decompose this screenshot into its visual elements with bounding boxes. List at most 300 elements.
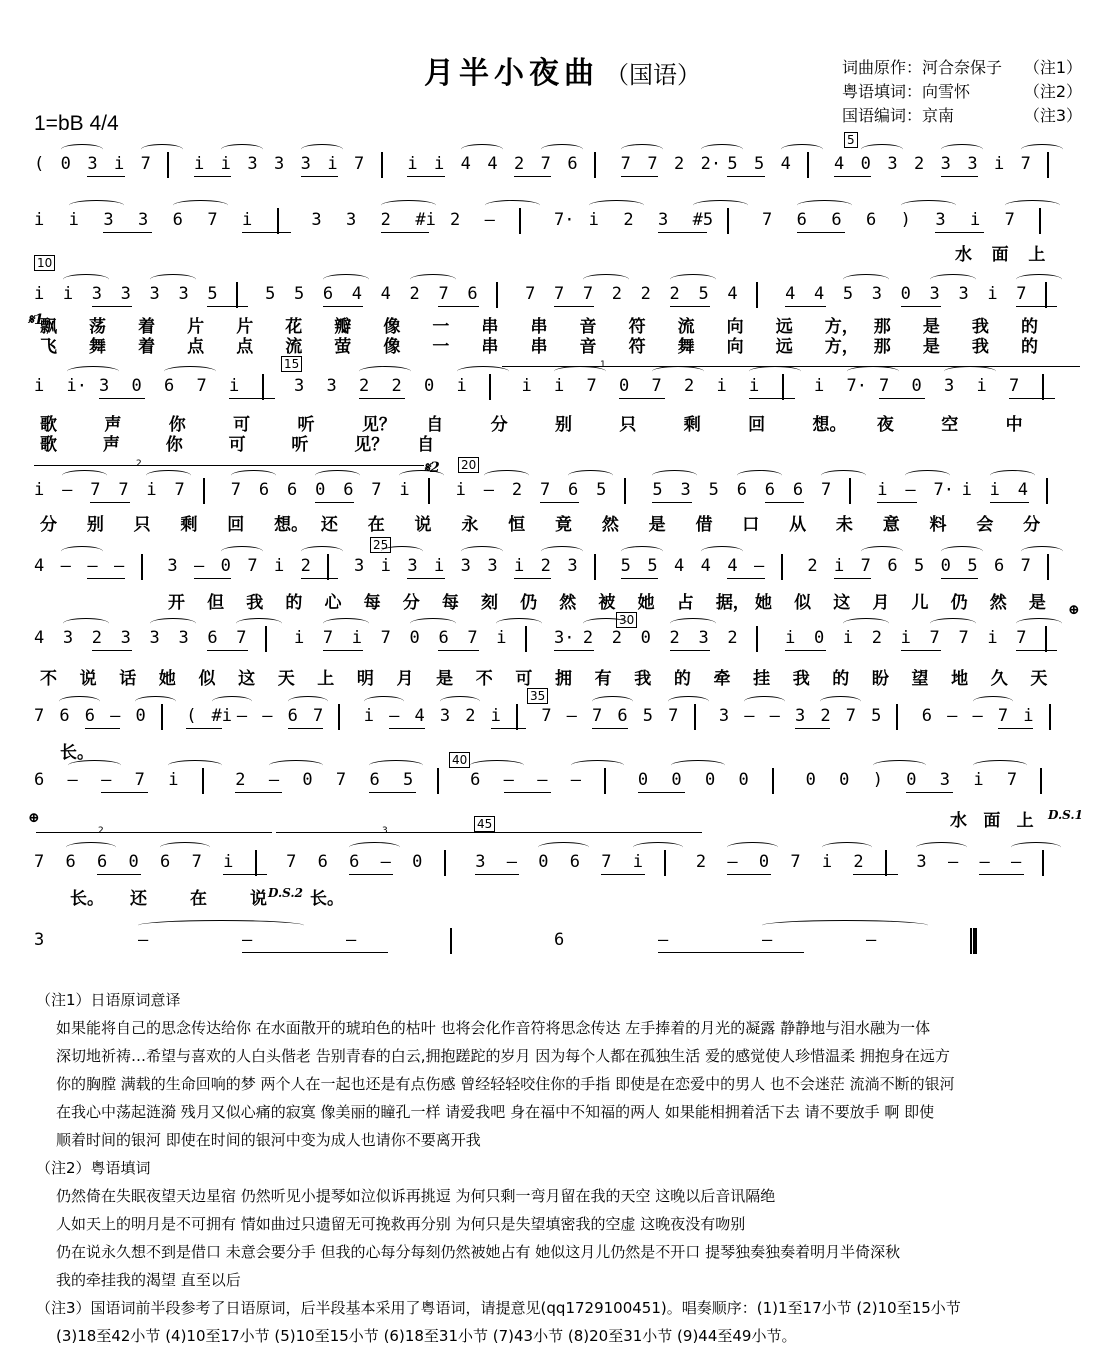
note: i [554, 376, 565, 396]
beam [323, 650, 363, 651]
note: i [229, 376, 240, 396]
note: 6 [617, 706, 628, 726]
beam [323, 306, 363, 307]
lyric-syllable: 一 [432, 317, 450, 337]
lyric-syllable: 片 [187, 317, 205, 337]
note: 3 [167, 556, 178, 576]
note: ( [186, 706, 197, 726]
beam [727, 874, 771, 875]
note: 7 [790, 852, 801, 872]
slur [150, 274, 196, 285]
beam [638, 792, 685, 793]
beam [670, 306, 710, 307]
note: i [456, 376, 467, 396]
final-bar-line [970, 928, 977, 954]
note: – [979, 852, 990, 872]
note: 0 [805, 770, 816, 790]
note: 6 [287, 706, 298, 726]
note: 7 [196, 376, 207, 396]
slur [135, 696, 176, 707]
note: 7 [313, 706, 324, 726]
lyric-syllable: 会 [976, 515, 994, 535]
lyric-syllable: 剩 [683, 415, 701, 435]
slur [63, 618, 109, 629]
note: – [503, 770, 514, 790]
note: i [1023, 706, 1034, 726]
footnote-line: 仍然倚在失眠夜望天边星宿 仍然听见小提琴如泣似诉再挑逗 为何只剩一弯月留在我的天空 这晚以后音讯隔绝 [56, 1187, 776, 1205]
beam [389, 728, 425, 729]
note: 6 [258, 480, 270, 500]
lyric-syllable: 舞 [677, 337, 695, 357]
note: i [407, 154, 418, 174]
note: 4 [674, 556, 685, 576]
volta-number: 3 [382, 826, 388, 836]
measure-number: 20 [458, 457, 479, 473]
note: 2 [611, 628, 623, 648]
beam [1009, 398, 1055, 399]
slur [538, 842, 588, 853]
lyric-syllable: 歌 [40, 415, 57, 435]
lyric-syllable: 剩 [180, 515, 198, 535]
beam [369, 792, 416, 793]
bar-line [594, 554, 596, 580]
slur [930, 274, 976, 285]
beam [407, 578, 444, 579]
note: 3 [103, 210, 114, 230]
slur [1016, 618, 1062, 629]
slur [496, 618, 542, 629]
note: 5 [754, 154, 765, 174]
lyric-syllable: 有 [594, 669, 612, 689]
note: 7 [879, 376, 890, 396]
lyric-syllable: 话 [119, 669, 137, 689]
beam [491, 728, 527, 729]
bar-line [516, 704, 518, 730]
lyric-syllable: 每 [363, 593, 381, 613]
bar-line [203, 478, 205, 504]
bar-line [1046, 478, 1048, 504]
bar-line [1042, 374, 1044, 400]
note: 5 [914, 556, 925, 576]
beam [87, 176, 124, 177]
beam [92, 650, 132, 651]
lyric-syllable: 分 [490, 415, 508, 435]
bar-line [450, 928, 452, 954]
note: 3 [91, 284, 103, 304]
note: 7· [933, 480, 954, 500]
slur [843, 274, 889, 285]
note: – [268, 770, 280, 790]
title-block [424, 48, 701, 92]
footnote-2-title: （注2）粤语填词 [36, 1159, 151, 1177]
beam [834, 176, 871, 177]
lyric-syllable: 见？ [361, 415, 396, 435]
lyric-syllable: 水 [955, 245, 972, 265]
slur [410, 274, 456, 285]
note: 3 [34, 930, 45, 950]
bar-line [262, 374, 264, 400]
note: i [434, 154, 445, 174]
bar-line [496, 282, 498, 308]
note: i [68, 210, 79, 230]
volta-number: 1 [600, 360, 606, 370]
lyric-syllable: 的 [673, 669, 691, 689]
slur [349, 842, 399, 853]
lyric-syllable: 流 [677, 317, 695, 337]
note: 2 [684, 376, 695, 396]
lyric-syllable: 片 [236, 317, 254, 337]
note: 3 [487, 556, 498, 576]
note: 6 [994, 556, 1005, 576]
note: 6 [97, 852, 108, 872]
note: – [380, 852, 391, 872]
note: 3 [274, 154, 285, 174]
note: i [363, 706, 374, 726]
lyric-syllable: 口 [742, 515, 760, 535]
note: – [866, 930, 877, 950]
bar-line [255, 850, 257, 876]
beam [475, 874, 519, 875]
lyric-syllable: 面 [991, 245, 1009, 265]
note: i [399, 480, 410, 500]
lyric-syllable: 仍 [520, 593, 538, 613]
lyric-row [0, 588, 1055, 612]
slur [67, 366, 119, 377]
note: 3 [120, 284, 131, 304]
measure-number: 45 [474, 816, 495, 832]
note: i [961, 480, 972, 500]
note: 7 [601, 852, 612, 872]
note: – [972, 706, 983, 726]
note: 7 [1016, 284, 1027, 304]
staff-row [30, 474, 1085, 508]
note: 5 [698, 284, 709, 304]
note: 7 [821, 480, 832, 500]
lyric-syllable: 占 [676, 593, 694, 613]
bar-line [1045, 282, 1047, 308]
note: – [769, 706, 780, 726]
note: – [947, 706, 958, 726]
slur [749, 366, 801, 377]
note: 0 [640, 628, 651, 648]
footnote-line: 仍在说永久想不到是借口 未意会要分手 但我的心每分每刻仍然被她占有 她似这月儿仍然是不开口 提琴独奏独奏着明月半倚深秋 [56, 1243, 901, 1261]
note: 2 [695, 852, 707, 872]
lyric-syllable: 的 [285, 593, 303, 613]
note: 4 [834, 154, 845, 174]
bar-line [338, 704, 340, 730]
note: i [632, 852, 644, 872]
note: 2 [391, 376, 402, 396]
lyric-syllable: 上 [317, 669, 335, 689]
footnotes [36, 986, 1076, 1350]
lyric-syllable: 还 [130, 889, 147, 909]
note: i [514, 556, 525, 576]
slur [164, 366, 216, 377]
note: 7 [1004, 210, 1015, 230]
beam [621, 578, 658, 579]
lyric-syllable: 长。 [310, 889, 344, 909]
segno-2-mark: 𝄋2 [424, 460, 440, 476]
note: 2 [91, 628, 103, 648]
note: – [114, 556, 125, 576]
volta-bracket [276, 832, 702, 833]
note: #i [415, 210, 436, 230]
slur [670, 618, 716, 629]
note: 0 [814, 628, 825, 648]
measure-number: 5 [844, 132, 858, 148]
beam [795, 728, 831, 729]
note: 7 [668, 706, 679, 726]
measure-number: 40 [449, 752, 470, 768]
bar-line [624, 478, 626, 504]
beam [658, 952, 804, 953]
staff-row [30, 204, 1085, 238]
note: 6 [286, 480, 298, 500]
lyric-syllable: 长。 [60, 743, 94, 763]
note: i [220, 154, 231, 174]
note: 7· [846, 376, 867, 396]
note: 5 [871, 706, 882, 726]
lyric-syllable: 串 [481, 317, 499, 337]
note: 3 [99, 376, 110, 396]
beam [727, 578, 764, 579]
note: 3 [300, 154, 311, 174]
note: 6 [343, 480, 354, 500]
lyric-syllable: 点 [187, 337, 205, 357]
volta-bracket [36, 832, 272, 833]
lyric-syllable: 那 [873, 317, 891, 337]
bar-line [327, 554, 329, 580]
note: 0 [131, 376, 142, 396]
slur [727, 842, 777, 853]
note: i [877, 480, 888, 500]
lyric-syllable: 回 [227, 515, 245, 535]
beam [785, 650, 825, 651]
beam [797, 232, 846, 233]
note: 6 [322, 284, 334, 304]
note: 6 [369, 770, 380, 790]
beam [186, 728, 222, 729]
note: 6 [349, 852, 360, 872]
lyric-syllable: 声 [104, 415, 122, 435]
note: 5 [403, 770, 414, 790]
beam [301, 176, 338, 177]
note: 7 [525, 284, 536, 304]
beam [853, 874, 897, 875]
lyric-syllable: 明 [356, 669, 374, 689]
note: 5 [727, 154, 738, 174]
note: 6 [470, 770, 481, 790]
slur [1021, 546, 1064, 557]
note: 0 [860, 154, 871, 174]
slur [670, 274, 716, 285]
note: 0 [424, 376, 435, 396]
note: – [744, 706, 755, 726]
note: 3· [554, 628, 575, 648]
lyric-syllable: 向 [726, 317, 744, 337]
note: i [34, 376, 45, 396]
note: 7 [90, 480, 101, 500]
footnote-line: 深切地祈祷…希望与喜欢的人白头偕老 告别青春的白云,拥抱蹉跎的岁月 因为每个人都在孤独生活 爱的感觉使人珍惜温柔 拥抱身在远方 [56, 1047, 950, 1065]
note: i [351, 628, 363, 648]
note: 0 [412, 852, 423, 872]
lyric-syllable: 拥 [555, 669, 572, 689]
lyric-syllable: 那 [873, 337, 891, 357]
note: 3 [698, 628, 709, 648]
note: 6 [921, 706, 933, 726]
note: i [976, 376, 987, 396]
note: 5 [708, 480, 719, 500]
lyric-syllable: 串 [481, 337, 499, 357]
measure-number: 25 [370, 537, 391, 553]
note: ) [872, 770, 883, 790]
lyric-syllable: 被 [598, 593, 616, 613]
note: 3 [794, 706, 806, 726]
slur [138, 920, 304, 931]
beam [879, 398, 925, 399]
lyric-syllable: 在 [190, 889, 207, 909]
note: 7 [592, 706, 603, 726]
song-title: 月半小夜曲 [424, 56, 599, 91]
lyric-syllable: 月 [872, 593, 890, 613]
note: 3 [916, 852, 927, 872]
slur [916, 842, 966, 853]
slur [457, 366, 509, 377]
beam [359, 398, 405, 399]
beam [92, 306, 132, 307]
lyric-syllable: 还 [320, 515, 338, 535]
key-signature: 1=bB 4/4 [34, 112, 119, 135]
note: 6 [164, 376, 175, 396]
lyric-syllable: 只 [619, 415, 637, 435]
lyric-syllable: 竟 [555, 515, 572, 535]
ds1-mark: D.S.1 [1048, 808, 1083, 822]
note: 4 [414, 706, 425, 726]
slur [236, 618, 282, 629]
note: 2 [514, 154, 525, 174]
slur [1021, 144, 1064, 155]
bar-line [694, 704, 696, 730]
staff-row [30, 148, 1085, 182]
note: 6 [887, 556, 898, 576]
slur [821, 470, 866, 481]
note: ( [34, 154, 45, 174]
note: 5 [596, 480, 607, 500]
lyric-syllable: 我 [246, 593, 264, 613]
note: – [67, 770, 78, 790]
bar-line [489, 374, 491, 400]
note: i [274, 556, 285, 576]
slur [1005, 200, 1060, 211]
staff-row [30, 764, 1085, 798]
lyric-syllable: 似 [794, 593, 812, 613]
staff-row [30, 700, 1085, 734]
beam [97, 874, 141, 875]
note: 6 [34, 770, 45, 790]
beam [592, 728, 628, 729]
beam [207, 650, 247, 651]
note: i [146, 480, 157, 500]
note: – [194, 556, 205, 576]
lyric-syllable: 回 [748, 415, 766, 435]
note: – [236, 706, 248, 726]
lyric-syllable: 是 [922, 337, 940, 357]
staff-row [30, 370, 1085, 404]
volta-bracket [34, 465, 424, 466]
staff-row [30, 622, 1085, 656]
credit-cantonese-lyricist: 粤语填词：向雪怀 （注2） [842, 82, 1082, 101]
note: i [496, 628, 507, 648]
slur [847, 366, 899, 377]
note: 2 [914, 154, 925, 174]
note: i [455, 480, 466, 500]
note: 5 [620, 556, 631, 576]
credit-composer: 词曲原作：河合奈保子 （注1） [842, 58, 1082, 77]
lyric-syllable: 仍 [950, 593, 968, 613]
note: – [537, 770, 548, 790]
note: 7 [191, 852, 202, 872]
note: 2 [871, 628, 883, 648]
footnote-1-title: （注1）日语原词意译 [36, 991, 181, 1009]
note: 7 [467, 628, 478, 648]
beam [621, 176, 658, 177]
beam [652, 502, 691, 503]
slur [901, 200, 956, 211]
beam [877, 502, 916, 503]
beam [504, 792, 551, 793]
note: 2 [853, 852, 864, 872]
lyric-syllable: 心 [324, 593, 342, 613]
note: 2 [465, 706, 476, 726]
note: 2 [235, 770, 246, 790]
beam [670, 650, 710, 651]
bar-line [525, 626, 527, 652]
beam [1016, 306, 1056, 307]
beam [242, 232, 291, 233]
note: 3 [940, 154, 951, 174]
note: 2 [380, 210, 391, 230]
note: #i [211, 706, 233, 726]
note: 6 [567, 154, 578, 174]
beam [514, 176, 551, 177]
lyric-syllable: 是 [1028, 593, 1046, 613]
lyric-syllable: 你 [168, 415, 186, 435]
note: 2 [540, 556, 551, 576]
note: 3 [149, 628, 160, 648]
footnote-line: (3)18至42小节 (4)10至17小节 (5)10至15小节 (6)18至31小节 (7)43小节 (8)20至31小节 (9)44至49小节。 [56, 1327, 797, 1345]
bar-line [896, 704, 898, 730]
note: 7 [174, 480, 185, 500]
note: i [785, 628, 796, 648]
note: 5 [652, 480, 663, 500]
ds2-mark: D.S.2 [268, 886, 303, 900]
note: i [994, 154, 1005, 174]
bar-line [594, 152, 596, 178]
slur [930, 618, 976, 629]
lyric-syllable: 歌 [40, 435, 57, 455]
beam [601, 874, 645, 875]
beam [315, 502, 354, 503]
bar-line [236, 282, 238, 308]
note: 6 [84, 706, 95, 726]
slur [323, 274, 369, 285]
beam [101, 792, 148, 793]
lyric-syllable: 着 [138, 337, 156, 357]
bar-line [849, 478, 851, 504]
bar-line [1040, 768, 1042, 794]
slur [323, 618, 369, 629]
bar-line [202, 768, 204, 794]
